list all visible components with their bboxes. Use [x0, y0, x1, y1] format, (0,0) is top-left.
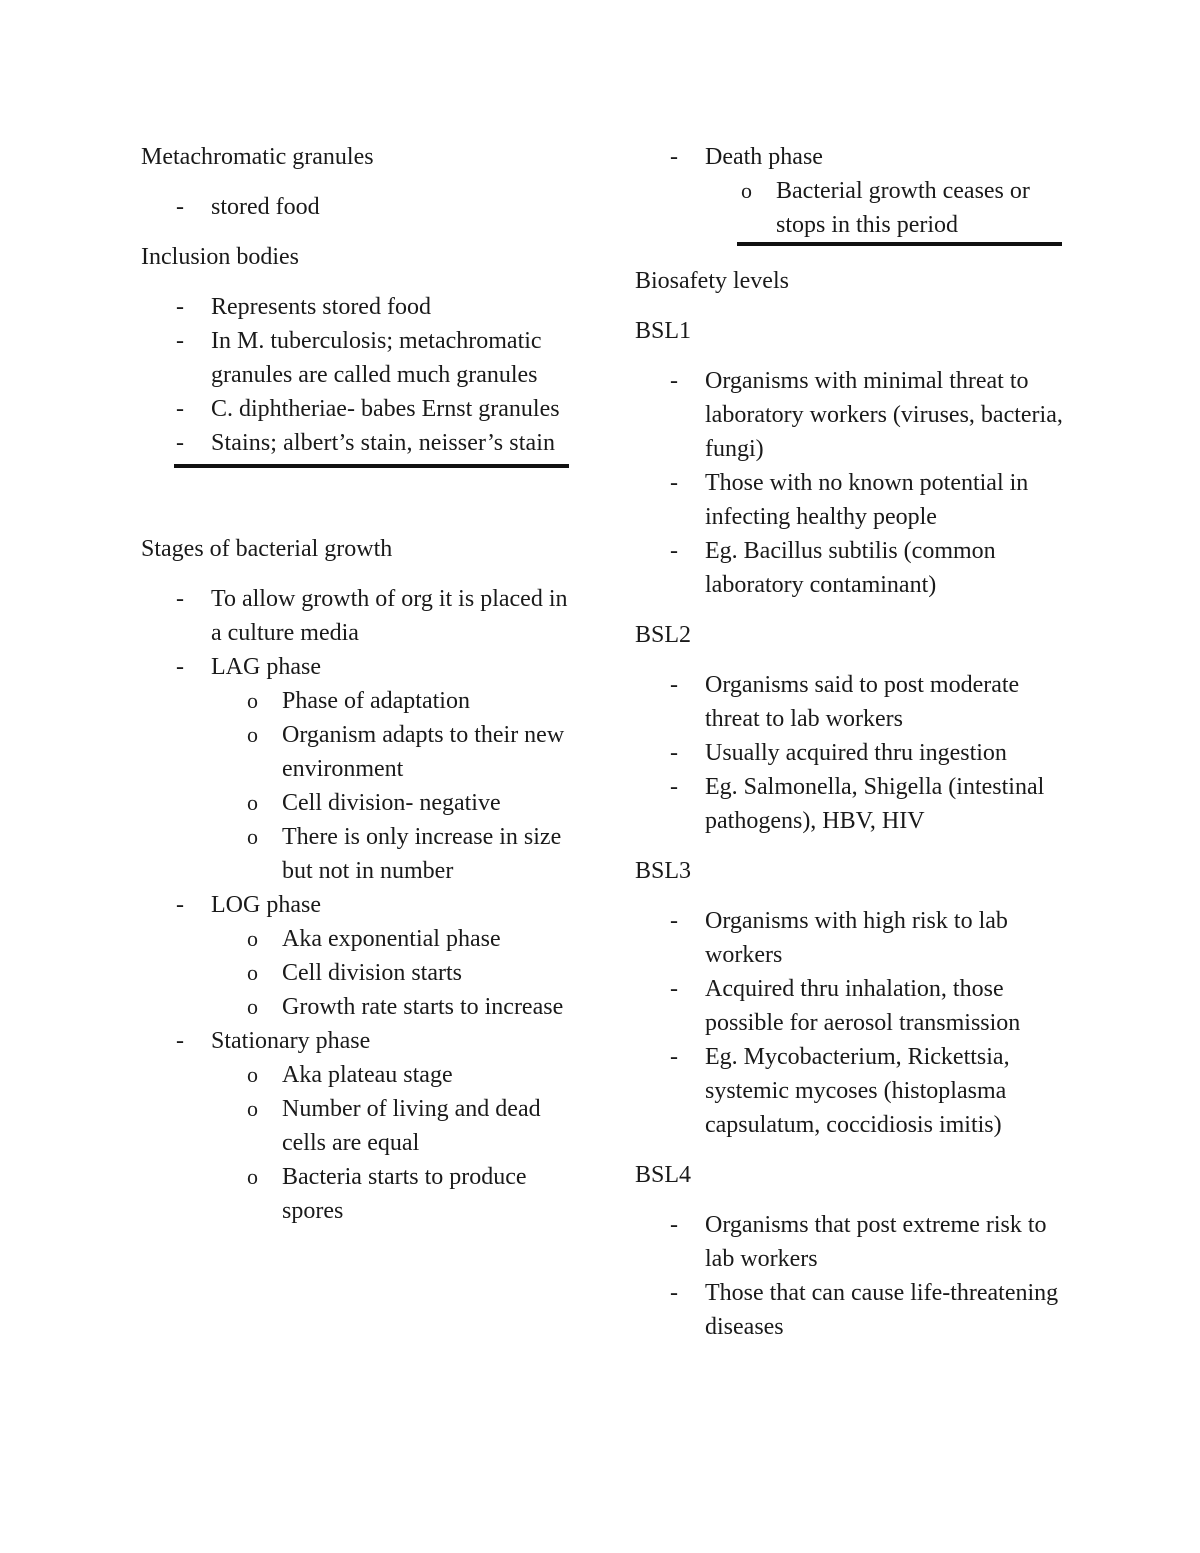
list-item-lag-phase: - LAG phase o Phase of adaptation o Organism adapts to their new environment o Cell division- negative o There is only increase in size but not in number [141, 650, 581, 888]
list-item: - Eg. Salmonella, Shigella (intestinal pathogens), HBV, HIV [635, 770, 1075, 838]
dash-bullet: - [176, 586, 184, 612]
circle-bullet: o [247, 994, 258, 1019]
sublist-item: o Bacterial growth ceases or stops in this period [705, 174, 1075, 242]
list-death-phase [635, 140, 1075, 242]
dash-bullet: - [176, 892, 184, 918]
dash-bullet: - [670, 1212, 678, 1238]
circle-bullet: o [247, 926, 258, 951]
list-bsl1 [635, 364, 1075, 602]
sublist-log-phase [211, 922, 581, 1024]
list-bsl4 [635, 1208, 1075, 1344]
dash-bullet: - [670, 672, 678, 698]
dash-bullet: - [176, 1028, 184, 1054]
dash-bullet: - [176, 328, 184, 354]
dash-bullet: - [670, 470, 678, 496]
list-item-log-phase: - LOG phase o Aka exponential phase o Cell division starts o Growth rate starts to increase [141, 888, 581, 1024]
heading-stages-of-bacterial-growth: Stages of bacterial growth [141, 536, 393, 562]
sublist-item: o Bacteria starts to produce spores [211, 1160, 581, 1228]
circle-bullet: o [247, 1096, 258, 1121]
sublist-item: o Aka exponential phase [211, 922, 581, 956]
circle-bullet: o [247, 824, 258, 849]
sublist-item: o Aka plateau stage [211, 1058, 581, 1092]
list-item: - Eg. Bacillus subtilis (common laboratory contaminant) [635, 534, 1075, 602]
list-item: - Organisms with minimal threat to laboratory workers (viruses, bacteria, fungi) [635, 364, 1075, 466]
list-item-stationary-phase: - Stationary phase o Aka plateau stage o Number of living and dead cells are equal o Bacteria starts to produce spores [141, 1024, 581, 1228]
sublist-item: o Cell division starts [211, 956, 581, 990]
sublist-item: o Phase of adaptation [211, 684, 581, 718]
circle-bullet: o [247, 960, 258, 985]
list-item: - Usually acquired thru ingestion [635, 736, 1075, 770]
list-item-death-phase: - Death phase o Bacterial growth ceases or stops in this period [635, 140, 1075, 242]
horizontal-rule [174, 464, 569, 468]
dash-bullet: - [670, 538, 678, 564]
sublist-lag-phase [211, 684, 581, 888]
dash-bullet: - [670, 144, 678, 170]
dash-bullet: - [670, 368, 678, 394]
heading-metachromatic-granules: Metachromatic granules [141, 144, 374, 170]
sublist-item: o Cell division- negative [211, 786, 581, 820]
sublist-item: o Organism adapts to their new environment [211, 718, 581, 786]
list-item: - C. diphtheriae- babes Ernst granules [141, 392, 581, 426]
circle-bullet: o [247, 688, 258, 713]
circle-bullet: o [247, 722, 258, 747]
list-item: - In M. tuberculosis; metachromatic granules are called much granules [141, 324, 581, 392]
heading-bsl2: BSL2 [635, 622, 692, 648]
list-item: - Organisms with high risk to lab workers [635, 904, 1075, 972]
circle-bullet: o [741, 178, 752, 203]
list-item: - Those that can cause life-threatening diseases [635, 1276, 1075, 1344]
right-column [635, 140, 1075, 1344]
dash-bullet: - [670, 976, 678, 1002]
dash-bullet: - [670, 774, 678, 800]
sublist-stationary-phase [211, 1058, 581, 1228]
heading-inclusion-bodies: Inclusion bodies [141, 244, 299, 270]
list-item: - Acquired thru inhalation, those possible for aerosol transmission [635, 972, 1075, 1040]
dash-bullet: - [670, 1280, 678, 1306]
list-stages [141, 582, 581, 1228]
list-item: - Those with no known potential in infecting healthy people [635, 466, 1075, 534]
heading-bsl3: BSL3 [635, 858, 692, 884]
list-item: - Organisms that post extreme risk to lab workers [635, 1208, 1075, 1276]
list-item: - To allow growth of org it is placed in a culture media [141, 582, 581, 650]
list-item: - Eg. Mycobacterium, Rickettsia, systemic mycoses (histoplasma capsulatum, coccidiosis imitis) [635, 1040, 1075, 1142]
dash-bullet: - [670, 740, 678, 766]
sublist-item: o There is only increase in size but not in number [211, 820, 581, 888]
dash-bullet: - [176, 294, 184, 320]
list-bsl3 [635, 904, 1075, 1142]
dash-bullet: - [176, 430, 184, 456]
heading-bsl4: BSL4 [635, 1162, 692, 1188]
list-inclusion-bodies [141, 290, 581, 460]
list-item: - stored food [141, 190, 581, 224]
left-column [141, 140, 581, 1228]
heading-biosafety-levels: Biosafety levels [635, 268, 789, 294]
dash-bullet: - [176, 654, 184, 680]
dash-bullet: - [176, 194, 184, 220]
heading-bsl1: BSL1 [635, 318, 692, 344]
sublist-item: o Number of living and dead cells are equal [211, 1092, 581, 1160]
sublist-death-phase [705, 174, 1075, 242]
dash-bullet: - [670, 1044, 678, 1070]
circle-bullet: o [247, 1164, 258, 1189]
dash-bullet: - [176, 396, 184, 422]
list-item: - Organisms said to post moderate threat to lab workers [635, 668, 1075, 736]
circle-bullet: o [247, 790, 258, 815]
list-item: - Represents stored food [141, 290, 581, 324]
dash-bullet: - [670, 908, 678, 934]
list-bsl2 [635, 668, 1075, 838]
horizontal-rule [737, 242, 1062, 246]
sublist-item: o Growth rate starts to increase [211, 990, 581, 1024]
circle-bullet: o [247, 1062, 258, 1087]
list-item: - Stains; albert’s stain, neisser’s stain [141, 426, 581, 460]
list-metachromatic [141, 190, 581, 224]
